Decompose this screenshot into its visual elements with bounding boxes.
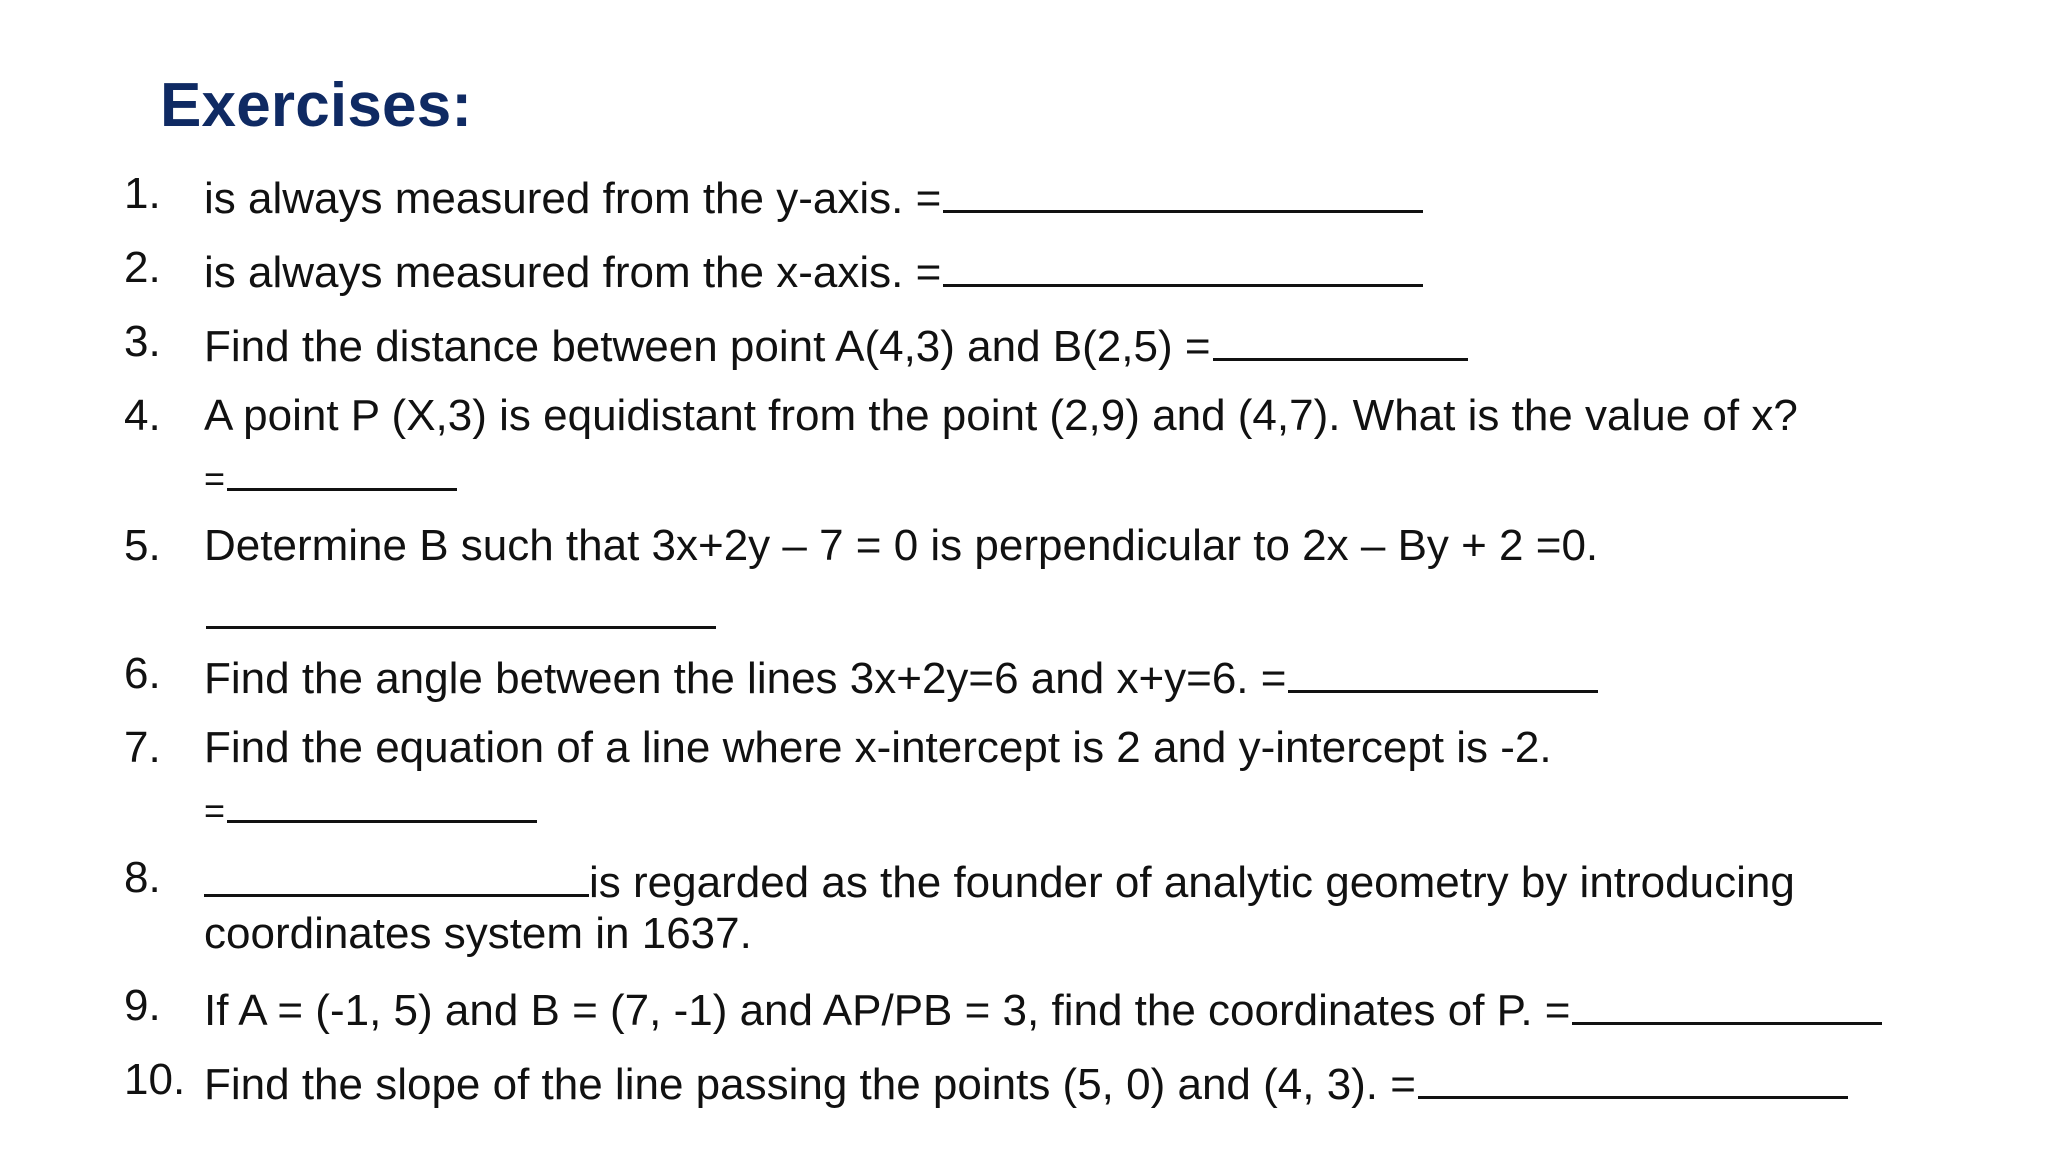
answer-blank[interactable]: [1418, 1052, 1848, 1099]
question-text-content: Find the angle between the lines 3x+2y=6 and x+y=6. =: [204, 654, 1287, 703]
page-title: Exercises:: [160, 71, 473, 140]
answer-blank[interactable]: [227, 776, 537, 823]
question-text: [204, 1052, 1848, 1113]
question-answer-line: [204, 582, 716, 643]
question-text-content: is regarded as the founder of analytic geometry by introducing: [589, 858, 1795, 907]
question-number: 10.: [124, 1055, 186, 1104]
answer-blank[interactable]: [1213, 314, 1468, 361]
question-text: [204, 850, 1795, 911]
question-text-content: is always measured from the y-axis. =: [204, 174, 942, 223]
question-number: 1.: [124, 169, 161, 218]
answer-blank[interactable]: [943, 166, 1423, 213]
question-number: 5.: [124, 521, 161, 570]
answer-blank[interactable]: [943, 240, 1423, 287]
question-text: Find the equation of a line where x-intercept is 2 and y-intercept is -2.: [204, 723, 1552, 772]
question-number: 2.: [124, 243, 161, 292]
question-text: Determine B such that 3x+2y – 7 = 0 is perpendicular to 2x – By + 2 =0.: [204, 521, 1599, 570]
question-answer-line: [204, 776, 537, 839]
question-text-continued: coordinates system in 1637.: [204, 909, 752, 958]
question-number: 9.: [124, 981, 161, 1030]
question-text: [204, 978, 1882, 1039]
question-number: 7.: [124, 723, 161, 772]
question-number: 3.: [124, 317, 161, 366]
question-number: 6.: [124, 649, 161, 698]
question-text: A point P (X,3) is equidistant from the point (2,9) and (4,7). What is the value of x?: [204, 391, 1798, 440]
question-text: [204, 646, 1598, 707]
answer-blank[interactable]: [206, 582, 716, 629]
answer-blank[interactable]: [204, 850, 589, 897]
question-text: [204, 166, 1423, 227]
equals-sign: =: [204, 790, 226, 831]
question-text-content: Find the distance between point A(4,3) and B(2,5) =: [204, 322, 1211, 371]
answer-blank[interactable]: [1288, 646, 1598, 693]
question-answer-line: [204, 444, 457, 507]
question-number: 8.: [124, 853, 161, 902]
question-text: [204, 240, 1423, 301]
question-text-content: is always measured from the x-axis. =: [204, 248, 942, 297]
answer-blank[interactable]: [1572, 978, 1882, 1025]
equals-sign: =: [204, 458, 226, 499]
answer-blank[interactable]: [227, 444, 457, 491]
question-text: [204, 314, 1468, 375]
question-number: 4.: [124, 391, 161, 440]
question-text-content: Find the slope of the line passing the points (5, 0) and (4, 3). =: [204, 1060, 1416, 1109]
question-text-content: If A = (-1, 5) and B = (7, -1) and AP/PB = 3, find the coordinates of P. =: [204, 986, 1571, 1035]
